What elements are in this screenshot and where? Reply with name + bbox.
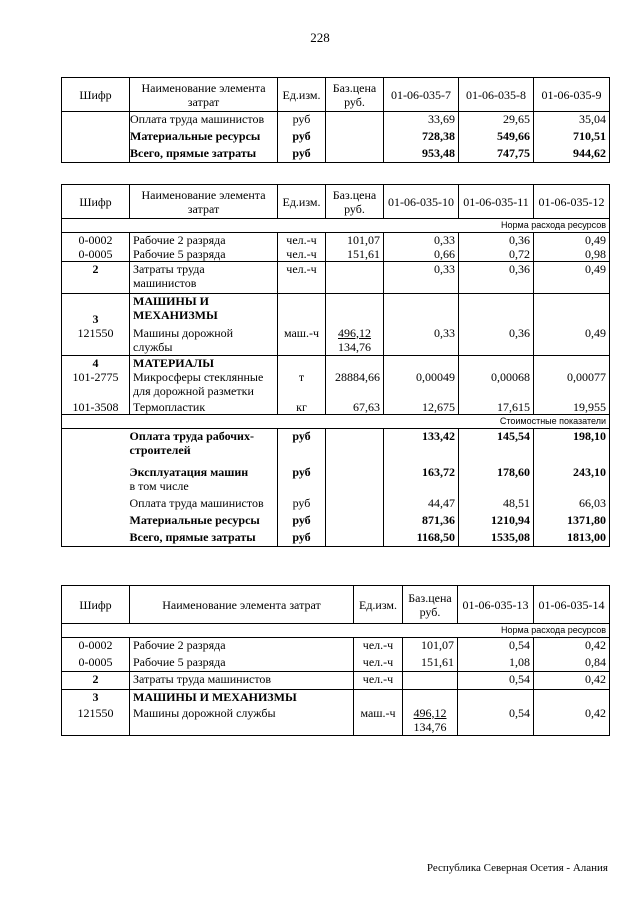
table-row <box>62 655 610 672</box>
row-code: 0-0005 <box>62 655 130 672</box>
table-row <box>62 233 610 248</box>
row-name: Машины дорожной <box>133 325 234 340</box>
row-price-2: 134,76 <box>338 339 371 354</box>
table-row <box>62 400 610 415</box>
row-name: Рабочие 2 разряда <box>130 638 354 655</box>
row-name: в том числе <box>130 479 278 496</box>
row-unit: чел.-ч <box>354 672 403 690</box>
row-value: 44,47 <box>384 496 459 513</box>
table-row <box>62 294 610 326</box>
row-code: 0-0002 <box>62 638 130 655</box>
row-value: 0,00077 <box>534 370 610 400</box>
row-value: 0,42 <box>534 638 610 655</box>
row-name: Рабочие 5 разряда <box>130 655 354 672</box>
row-name: Всего, прямые затраты <box>130 530 278 547</box>
row-name: Всего, прямые затраты <box>130 146 278 163</box>
row-price: 496,12 <box>338 325 371 340</box>
row-unit: кг <box>278 400 326 415</box>
row-unit: руб <box>278 513 326 530</box>
header-col-1: 01-06-035-7 <box>384 78 459 112</box>
header-col-1: 01-06-035-13 <box>458 586 534 624</box>
row-code: 121550 <box>62 706 130 736</box>
row-name: Затраты труда <box>133 262 205 276</box>
row-name: Эксплуатация машин <box>130 459 278 479</box>
norm-label: Норма расхода ресурсов <box>62 624 610 638</box>
row-value: 747,75 <box>459 146 534 163</box>
row-price: 496,12 <box>413 705 447 720</box>
row-code: 0-0005 <box>62 247 130 262</box>
row-name: Термопластик <box>130 400 278 415</box>
row-value: 198,10 <box>534 429 610 459</box>
row-code: 2 <box>62 672 130 690</box>
row-unit: руб <box>278 496 326 513</box>
row-value: 0,49 <box>534 233 610 248</box>
row-value: 1535,08 <box>459 530 534 547</box>
row-price-2: 134,76 <box>413 719 447 734</box>
table-row <box>62 496 610 513</box>
row-value: 19,955 <box>534 400 610 415</box>
row-name: Машины дорожной службы <box>130 706 354 736</box>
row-name-cont: строителей <box>129 443 191 457</box>
table-row <box>62 690 610 706</box>
header-price: Баз.цена руб. <box>403 586 458 624</box>
table-row <box>62 129 610 146</box>
row-value: 0,54 <box>458 672 534 690</box>
page-number: 228 <box>310 30 330 45</box>
row-unit: чел.-ч <box>278 247 326 262</box>
header-name: Наименование элемента затрат <box>130 586 354 624</box>
row-value: 0,00068 <box>459 370 534 400</box>
header-code: Шифр <box>62 586 130 624</box>
row-name-cont: машинистов <box>133 276 197 290</box>
row-name-cont: службы <box>133 339 173 354</box>
header-col-2: 01-06-035-11 <box>459 185 534 219</box>
row-value: 0,72 <box>459 247 534 262</box>
header-price: Баз.цена руб. <box>326 185 384 219</box>
row-code: 4 <box>62 356 130 371</box>
row-value: 549,66 <box>459 129 534 146</box>
row-value: 1371,80 <box>534 513 610 530</box>
row-unit: руб <box>278 146 326 163</box>
row-name: Рабочие 2 разряда <box>130 233 278 248</box>
row-value: 12,675 <box>384 400 459 415</box>
row-value: 48,51 <box>459 496 534 513</box>
cost-label: Стоимостные показатели <box>62 415 610 429</box>
table-row <box>62 370 610 400</box>
row-value: 0,66 <box>384 247 459 262</box>
row-unit: руб <box>278 459 326 479</box>
header-unit: Ед.изм. <box>278 185 326 219</box>
row-code: 0-0002 <box>62 233 130 248</box>
row-name-cont: для дорожной разметки <box>133 384 254 398</box>
footer-region: Республика Северная Осетия - Алания <box>426 862 608 874</box>
row-price: 151,61 <box>403 655 458 672</box>
row-value: 0,98 <box>534 247 610 262</box>
row-value: 243,10 <box>534 459 610 479</box>
row-value: 0,49 <box>534 262 610 294</box>
row-unit: чел.-ч <box>354 638 403 655</box>
row-value: 1210,94 <box>459 513 534 530</box>
table-row <box>62 112 610 129</box>
row-unit: руб <box>278 429 326 459</box>
row-code: 3 <box>62 294 130 326</box>
row-unit: руб <box>278 129 326 146</box>
header-code: Шифр <box>62 78 130 112</box>
row-value: 35,04 <box>534 112 610 129</box>
row-name: Рабочие 5 разряда <box>130 247 278 262</box>
row-value: 1813,00 <box>534 530 610 547</box>
table-row <box>62 706 610 736</box>
row-price: 67,63 <box>326 400 384 415</box>
table-row <box>62 262 610 294</box>
row-name: Материальные ресурсы <box>130 513 278 530</box>
row-value: 1168,50 <box>384 530 459 547</box>
row-value: 0,33 <box>384 262 459 294</box>
header-col-2: 01-06-035-14 <box>534 586 610 624</box>
section-title-cont: МЕХАНИЗМЫ <box>133 308 218 322</box>
row-value: 953,48 <box>384 146 459 163</box>
row-unit: чел.-ч <box>278 262 326 294</box>
row-unit: т <box>278 370 326 400</box>
table-row <box>62 513 610 530</box>
header-col-3: 01-06-035-9 <box>534 78 610 112</box>
row-value: 163,72 <box>384 459 459 479</box>
row-value: 145,54 <box>459 429 534 459</box>
row-value: 0,84 <box>534 655 610 672</box>
header-unit: Ед.изм. <box>354 586 403 624</box>
row-value: 728,38 <box>384 129 459 146</box>
table-row <box>62 356 610 371</box>
row-value: 0,42 <box>534 672 610 690</box>
header-name: Наименование элемента затрат <box>130 78 278 112</box>
table-row <box>62 326 610 356</box>
row-unit: руб <box>278 530 326 547</box>
row-value: 0,33 <box>384 326 459 356</box>
table-row <box>62 247 610 262</box>
row-value: 0,36 <box>459 233 534 248</box>
row-value: 0,42 <box>534 706 610 736</box>
row-value: 0,36 <box>459 262 534 294</box>
header-col-2: 01-06-035-8 <box>459 78 534 112</box>
row-code: 121550 <box>62 326 130 356</box>
row-unit: маш.-ч <box>354 706 403 736</box>
row-price: 101,07 <box>326 233 384 248</box>
row-value: 0,54 <box>458 638 534 655</box>
norm-label: Норма расхода ресурсов <box>62 219 610 233</box>
table-row <box>62 530 610 547</box>
row-price: 101,07 <box>403 638 458 655</box>
row-value: 0,33 <box>384 233 459 248</box>
row-name: Оплата труда машинистов <box>130 112 278 129</box>
row-value: 871,36 <box>384 513 459 530</box>
section-title: МАШИНЫ И МЕХАНИЗМЫ <box>130 690 354 706</box>
table-row <box>62 146 610 163</box>
row-price: 151,61 <box>326 247 384 262</box>
row-unit: чел.-ч <box>354 655 403 672</box>
row-unit: чел.-ч <box>278 233 326 248</box>
row-name: Оплата труда машинистов <box>130 496 278 513</box>
resource-table-1 <box>61 77 610 163</box>
row-value: 0,54 <box>458 706 534 736</box>
row-value: 710,51 <box>534 129 610 146</box>
row-code: 2 <box>62 262 130 294</box>
row-name: Оплата труда рабочих- <box>129 429 254 443</box>
row-value: 17,615 <box>459 400 534 415</box>
row-code: 101-3508 <box>62 400 130 415</box>
row-name: Микросферы стеклянные <box>133 370 264 384</box>
row-value: 133,42 <box>384 429 459 459</box>
row-name: Затраты труда машинистов <box>130 672 354 690</box>
row-value: 178,60 <box>459 459 534 479</box>
section-title: МАШИНЫ И <box>133 294 209 308</box>
row-value: 29,65 <box>459 112 534 129</box>
row-code: 3 <box>62 690 130 706</box>
table-row <box>62 459 610 479</box>
table-row <box>62 638 610 655</box>
row-unit: руб <box>278 112 326 129</box>
row-price: 28884,66 <box>326 370 384 400</box>
header-col-1: 01-06-035-10 <box>384 185 459 219</box>
row-value: 66,03 <box>534 496 610 513</box>
row-unit: маш.-ч <box>278 326 326 356</box>
row-value: 944,62 <box>534 146 610 163</box>
row-name: Материальные ресурсы <box>130 129 278 146</box>
table-row <box>62 429 610 459</box>
resource-table-2 <box>61 184 610 547</box>
table-row <box>62 672 610 690</box>
table-row <box>62 479 610 496</box>
section-title: МАТЕРИАЛЫ <box>130 356 278 371</box>
header-name: Наименование элемента затрат <box>130 185 278 219</box>
header-col-3: 01-06-035-12 <box>534 185 610 219</box>
row-value: 33,69 <box>384 112 459 129</box>
row-code: 101-2775 <box>62 370 130 400</box>
resource-table-3 <box>61 585 610 736</box>
row-value: 0,49 <box>534 326 610 356</box>
row-value: 0,00049 <box>384 370 459 400</box>
header-code: Шифр <box>62 185 130 219</box>
row-value: 1,08 <box>458 655 534 672</box>
row-value: 0,36 <box>459 326 534 356</box>
header-price: Баз.цена руб. <box>326 78 384 112</box>
header-unit: Ед.изм. <box>278 78 326 112</box>
